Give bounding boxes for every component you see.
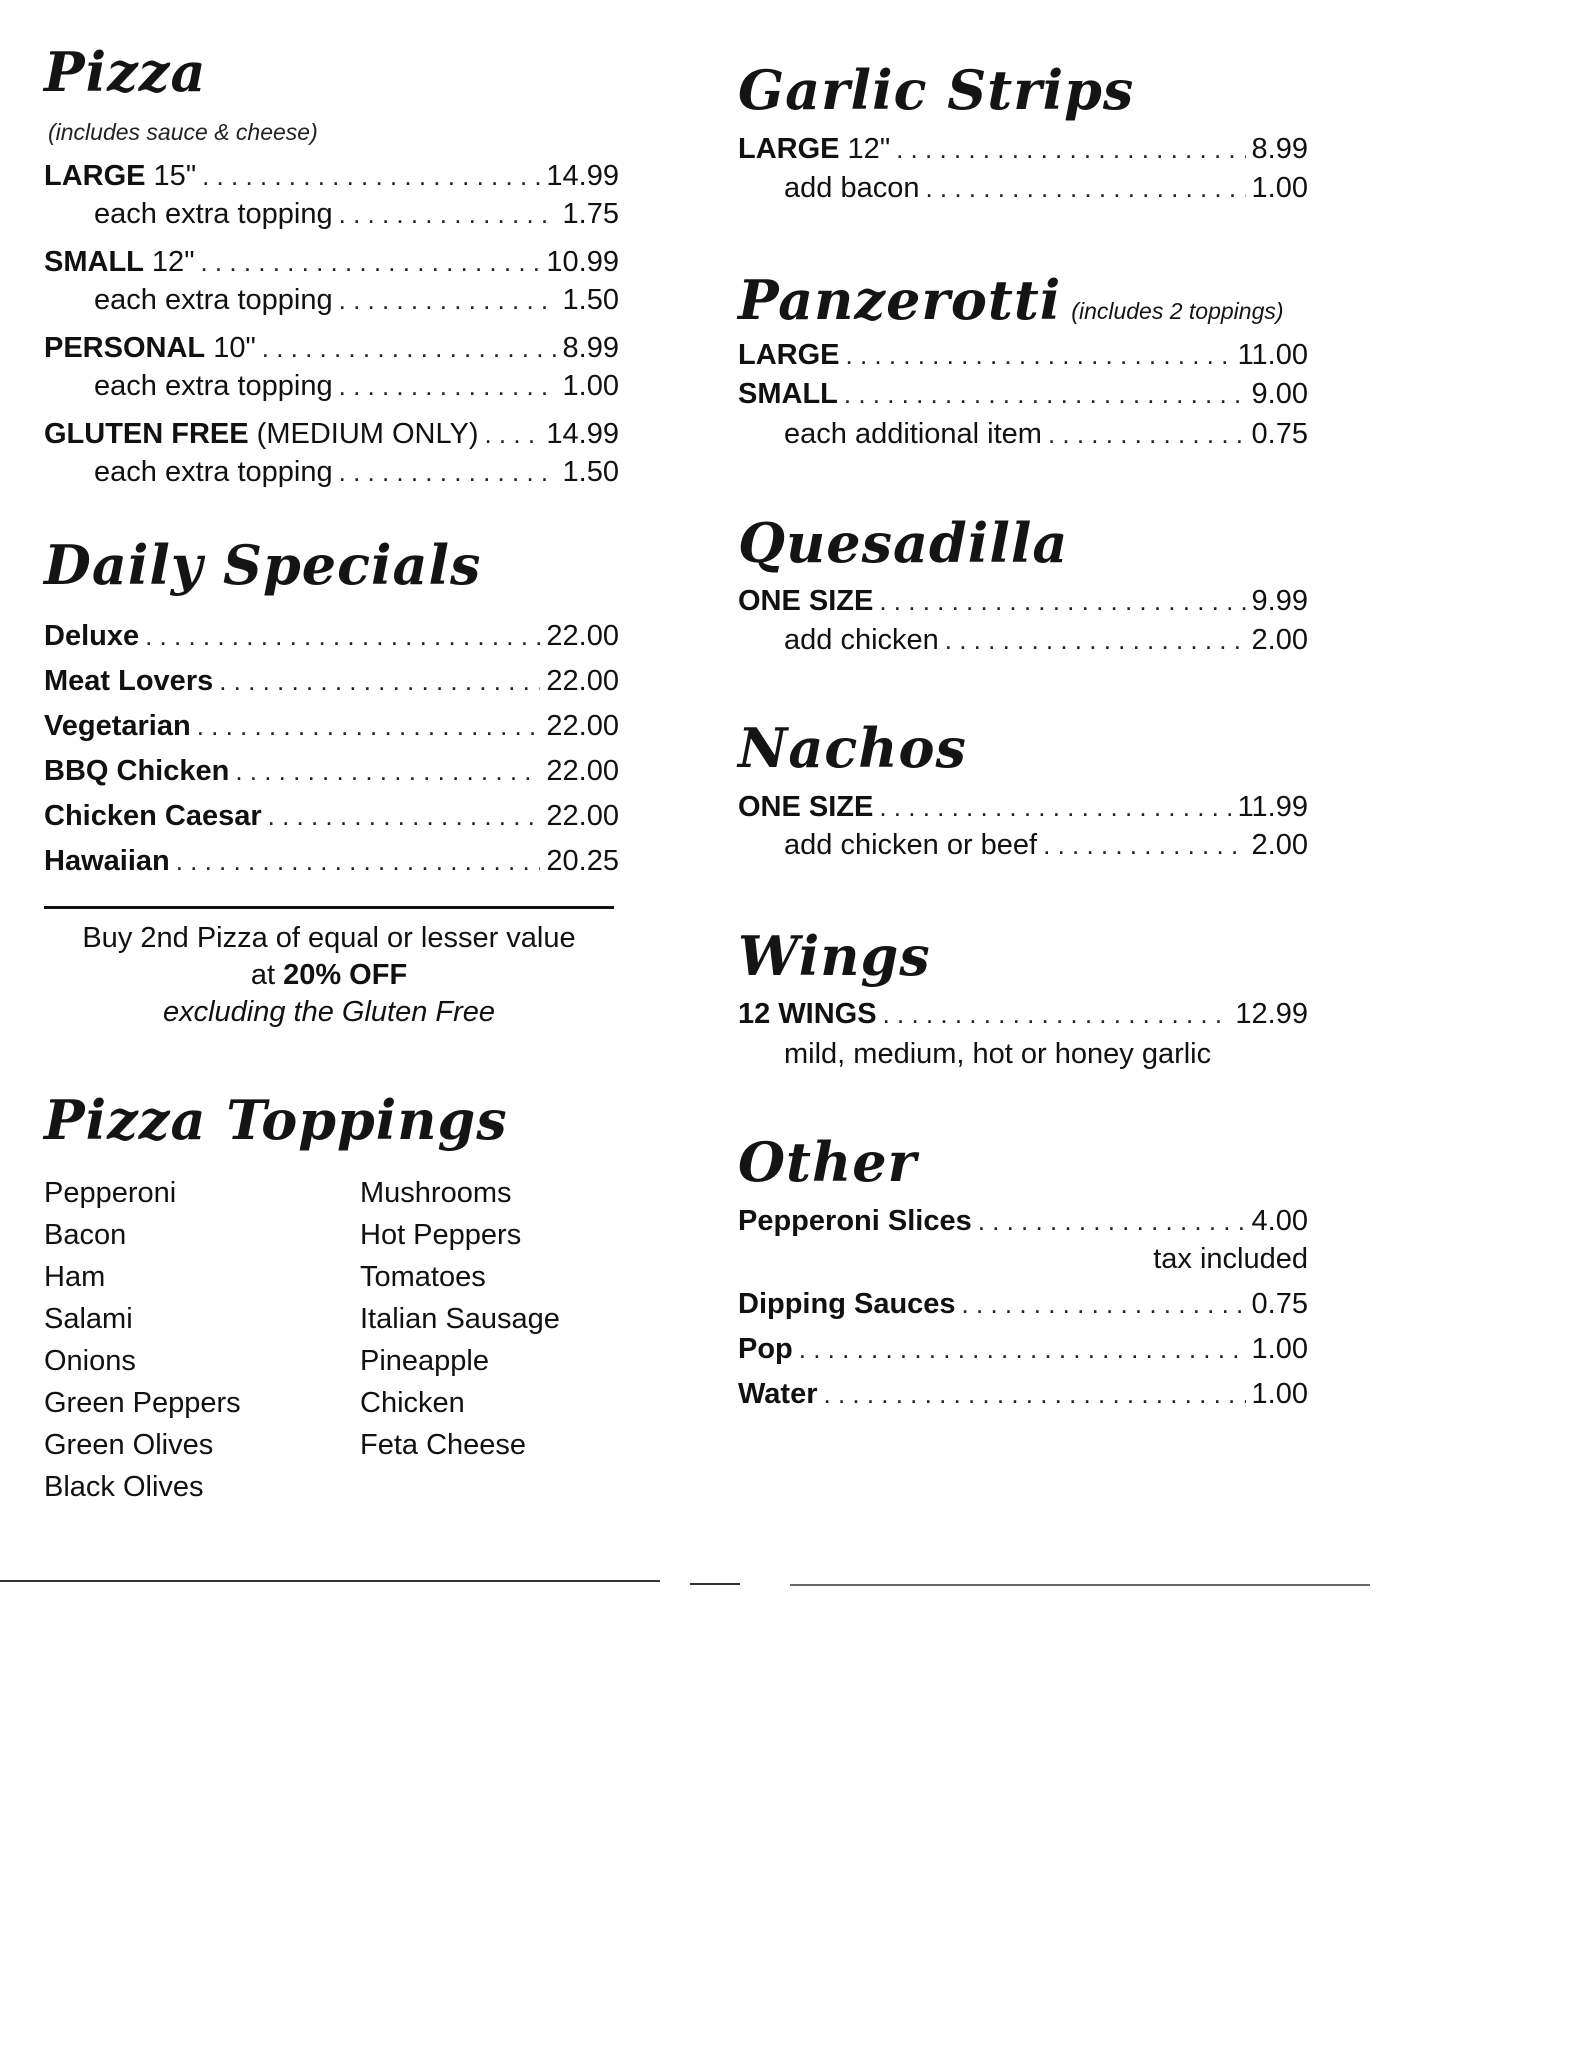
pizza-toppings-heading: Pizza Toppings (44, 1088, 508, 1152)
menu-row: Meat Lovers . . . 22.00 (44, 662, 619, 700)
panzerotti-heading: Panzerotti (includes 2 toppings) (738, 268, 1284, 332)
pizza-note: (includes sauce & cheese) (48, 119, 318, 145)
panzerotti-note: (includes 2 toppings) (1071, 298, 1284, 324)
menu-row: each extra topping . . . 1.50 (94, 453, 619, 491)
menu-row: add bacon . . . 1.00 (784, 169, 1308, 207)
topping-item: Hot Peppers (360, 1219, 522, 1251)
menu-row: Deluxe . . . 22.00 (44, 617, 619, 655)
menu-row: add chicken . . . 2.00 (784, 621, 1308, 659)
topping-item: Green Peppers (44, 1387, 241, 1419)
topping-item: Mushrooms (360, 1177, 512, 1209)
menu-row: SMALL . . . 9.00 (738, 375, 1308, 413)
promo-line: at 20% OFF (250, 959, 408, 991)
menu-row: Pepperoni Slices . . . 4.00 (738, 1202, 1308, 1240)
topping-item: Ham (44, 1261, 106, 1293)
fold-line (790, 1584, 1370, 1586)
wings-heading: Wings (738, 924, 931, 988)
menu-row: PERSONAL 10" . . . 8.99 (44, 329, 619, 367)
topping-item: Salami (44, 1303, 133, 1335)
menu-row: Water . . . 1.00 (738, 1375, 1308, 1413)
menu-row: LARGE 12" . . . 8.99 (738, 130, 1308, 168)
fold-line (690, 1583, 740, 1585)
menu-row: Vegetarian . . . 22.00 (44, 707, 619, 745)
topping-item: Italian Sausage (360, 1303, 560, 1335)
menu-row: Pop . . . 1.00 (738, 1330, 1308, 1368)
topping-item: Black Olives (44, 1471, 204, 1503)
promo-line: excluding the Gluten Free (162, 996, 496, 1028)
promo-line: Buy 2nd Pizza of equal or lesser value (82, 922, 576, 954)
menu-row: LARGE . . . 11.00 (738, 336, 1308, 374)
menu-row: Dipping Sauces . . . 0.75 (738, 1285, 1308, 1323)
menu-row: SMALL 12" . . . 10.99 (44, 243, 619, 281)
topping-item: Pepperoni (44, 1177, 177, 1209)
menu-row: Hawaiian . . . 20.25 (44, 842, 619, 880)
topping-item: Chicken (360, 1387, 465, 1419)
topping-item: Green Olives (44, 1429, 214, 1461)
menu-row: GLUTEN FREE (MEDIUM ONLY) . . . 14.99 (44, 415, 619, 453)
other-heading: Other (738, 1130, 918, 1194)
menu-row: Chicken Caesar . . . 22.00 (44, 797, 619, 835)
menu-row: 12 WINGS . . . 12.99 (738, 995, 1308, 1033)
garlic-strips-heading: Garlic Strips (738, 58, 1135, 122)
topping-item: Tomatoes (360, 1261, 486, 1293)
topping-item: Pineapple (360, 1345, 489, 1377)
topping-item: Onions (44, 1345, 136, 1377)
divider (44, 906, 614, 909)
menu-row: LARGE 15" . . . 14.99 (44, 157, 619, 195)
wings-flavours: mild, medium, hot or honey garlic (784, 1038, 1212, 1070)
quesadilla-heading: Quesadilla (738, 511, 1069, 575)
menu-row: each additional item . . . 0.75 (784, 415, 1308, 453)
topping-item: Bacon (44, 1219, 127, 1251)
menu-row: BBQ Chicken . . . 22.00 (44, 752, 619, 790)
menu-row: each extra topping . . . 1.75 (94, 195, 619, 233)
pizza-heading: Pizza (44, 40, 207, 104)
nachos-heading: Nachos (738, 716, 967, 780)
menu-row: each extra topping . . . 1.00 (94, 367, 619, 405)
tax-note: tax included (1153, 1243, 1308, 1275)
menu-row: each extra topping . . . 1.50 (94, 281, 619, 319)
menu-row: ONE SIZE . . . 9.99 (738, 582, 1308, 620)
fold-line (0, 1580, 660, 1582)
menu-row: add chicken or beef . . . 2.00 (784, 826, 1308, 864)
topping-item: Feta Cheese (360, 1429, 527, 1461)
daily-specials-heading: Daily Specials (44, 533, 482, 597)
menu-row: ONE SIZE . . . 11.99 (738, 788, 1308, 826)
